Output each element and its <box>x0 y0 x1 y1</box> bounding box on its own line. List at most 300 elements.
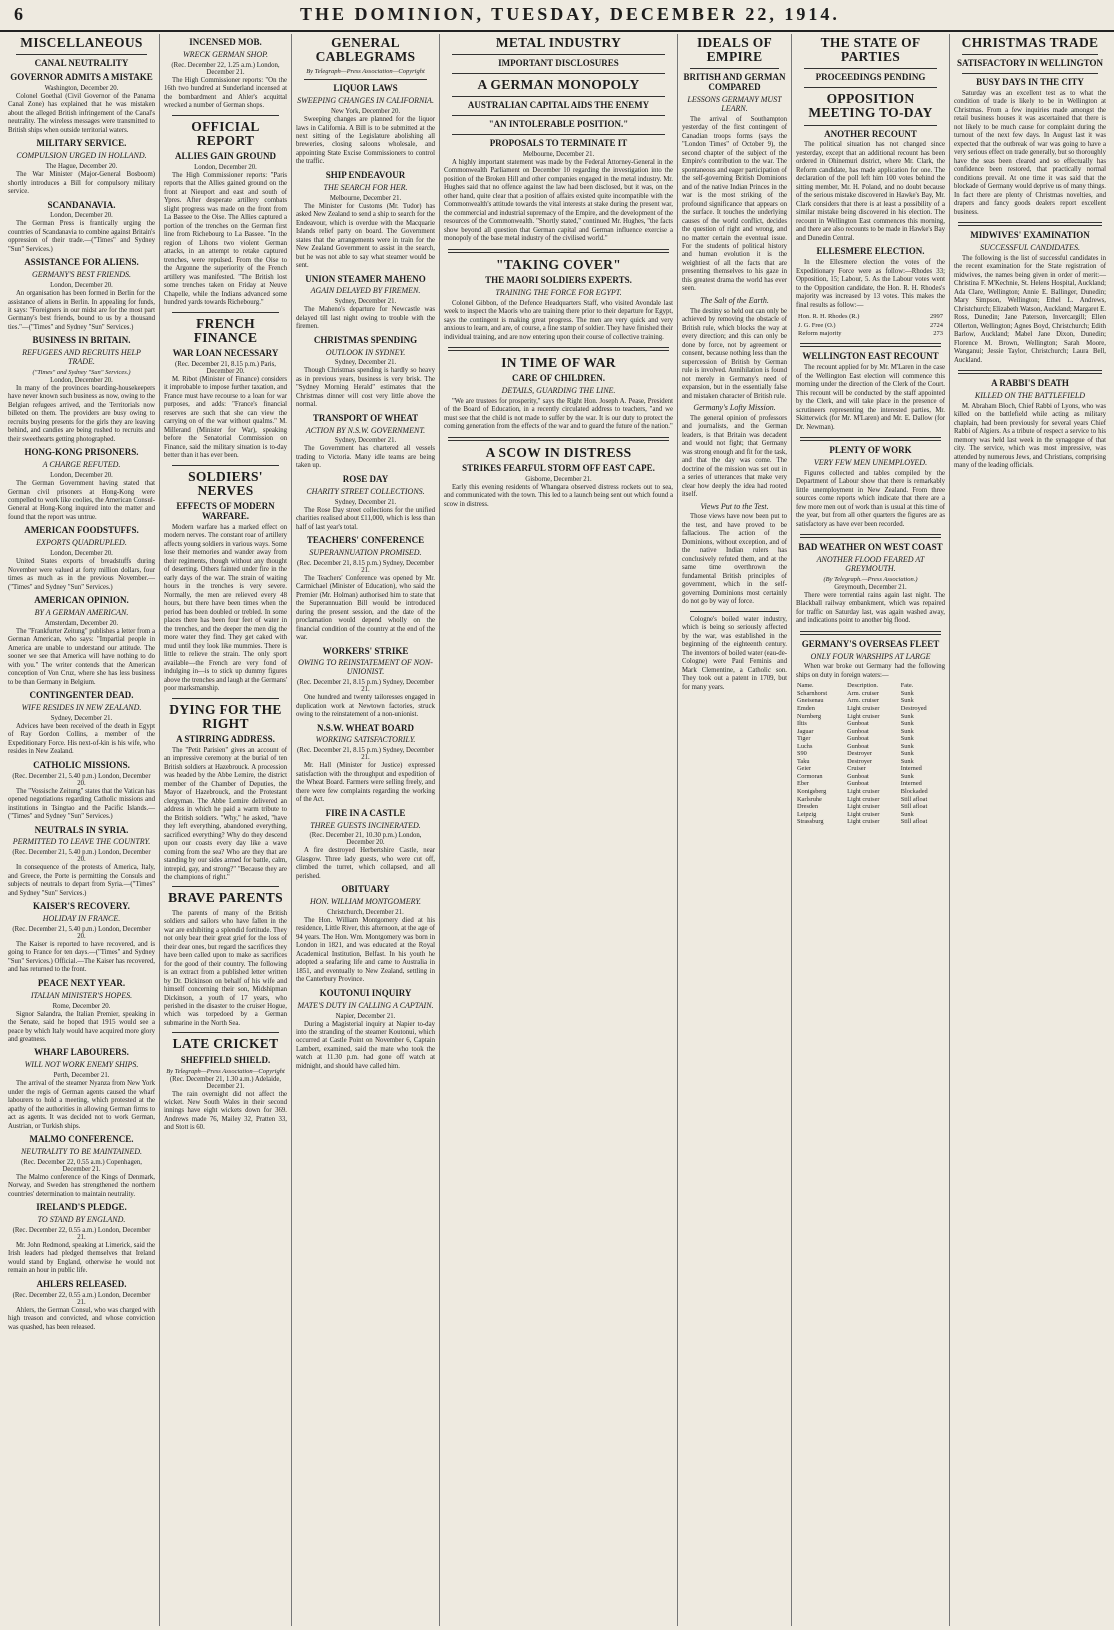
divider <box>172 698 279 699</box>
table-row <box>796 743 945 751</box>
headline: FRENCH FINANCE <box>193 315 258 345</box>
article-text: The general opinion of professors and journalists, and the German leaders, is that Britain was decadent and would not fight; that Germany was strong enough and fit for the task, and that the day was come. The doctrine of the mission was set out in a series of utterances that make very clear how deeply the idea had rooted itself. <box>682 414 787 499</box>
subheadline: THE MAORI SOLDIERS EXPERTS. <box>485 274 632 285</box>
headline: ELLESMERE ELECTION. <box>816 246 925 257</box>
table-row <box>796 330 945 338</box>
column-5 <box>678 34 792 1626</box>
dateline: Sydney, December 21. <box>334 498 397 506</box>
ship-type: Light cruiser <box>847 803 880 811</box>
table-row <box>796 818 945 826</box>
headline: PEACE NEXT YEAR. <box>37 977 126 988</box>
ship-fate: Still afloat <box>900 795 928 803</box>
divider <box>958 222 1102 226</box>
subheadline: WILL NOT WORK ENEMY SHIPS. <box>24 1060 139 1070</box>
article-text: During a Magisterial inquiry at Napier to-day into the stranding of the steamer Koutonui, which occurred at Castle Point on November 6, Captain Lambert, examined, said the mate who took the watch at 11.30 p.m. had gone off watch at midnight, and should have called him. <box>296 1020 435 1070</box>
subheadline: AUSTRALIAN CAPITAL AIDS THE ENEMY <box>467 100 650 111</box>
section-heading: METAL INDUSTRY <box>495 35 622 50</box>
headline: UNION STEAMER MAHENO <box>305 273 426 284</box>
ship-type: Arm. cruiser <box>847 689 879 697</box>
ship-name: S90 <box>797 750 807 758</box>
ship-fate: Sunk <box>900 727 914 735</box>
ship-fate: Interned <box>900 780 922 788</box>
section-heading: IDEALS OF EMPIRE <box>696 35 773 65</box>
subheadline: SHEFFIELD SHIELD. <box>180 1054 271 1065</box>
dateline: London, December 20. <box>50 472 113 480</box>
subheadline: WRECK GERMAN SHOP. <box>183 49 268 59</box>
section-heading: GENERAL CABLEGRAMS <box>315 35 416 65</box>
article-text: United States exports of breadstuffs during November were valued at forty million dollars, four times as much as in the previous November.—("Times" and Sydney "Sun" Services.) <box>8 558 155 591</box>
byline: By Telegraph—Press Association—Copyright <box>306 68 425 76</box>
article-text: The Hon. William Montgomery died at his residence, Little River, this afternoon, at the age of 94 years. The Hon. Wm. Montgomery was born in London in 1821, and was educated at the Royal Academical Institution, Belfast. In his youth he adopted a seafaring life and came to Australia in 1851, and eventually to New Zealand, settling in the Canterbury Province. <box>296 916 435 984</box>
subheadline: SWEEPING CHANGES IN CALIFORNIA. <box>297 96 434 106</box>
subheadline: COMPULSION URGED IN HOLLAND. <box>16 151 147 161</box>
dateline: Greymouth, December 21. <box>834 583 907 591</box>
dateline: The Hague, December 20. <box>45 163 118 171</box>
table-row <box>796 728 945 736</box>
headline: WHARF LABOURERS. <box>34 1047 129 1058</box>
column-3 <box>292 34 440 1626</box>
article-text: Sweeping changes are planned for the liquor laws in California. A Bill is to be submitted at the next sitting of the Legislature abolishing all breweries, closing saloons wholesale, and appointing State Excise Commissioners to control the traffic. <box>296 116 435 166</box>
divider <box>452 73 665 74</box>
headline: GERMANY'S OVERSEAS FLEET <box>801 638 940 649</box>
candidate-name: Hon. R. H. Rhodes (R.) <box>798 313 860 321</box>
divider <box>804 125 937 126</box>
ship-name: Eber <box>797 780 809 788</box>
crosshead: Views Put to the Test. <box>700 501 769 511</box>
headline: SOLDIERS' NERVES <box>188 468 263 498</box>
divider <box>172 1032 279 1033</box>
article-text: "We are trustees for prosperity," says the Right Hon. Joseph A. Pease, President of the Board of Education, in a recently circulated address to teachers, "and we must see that the child is not made to suffer by the war. It is our duty to protect the coming generation from the effects of the war and to guard the future of the nation." <box>444 397 673 431</box>
headline: OPPOSITION MEETING TO-DAY <box>808 91 933 121</box>
ship-type: Gunboat <box>847 727 869 735</box>
subheadline: SUPERANNUATION PROMISED. <box>309 547 422 557</box>
headline: MIDWIVES' EXAMINATION <box>970 230 1090 241</box>
ship-name: Taku <box>797 757 810 765</box>
article-text: The following is the list of successful candidates in the recent examination for the State registration of midwives, the names being given in order of merit:—Christina F. M'Kechnie, St. Helens Hospital, Auckland; Ada Clare, Wellington; Annie E. Ballinger, Dunedin; Mary Simpson, Wellington; Ethel L. Andrews, Christchurch; Elizabeth Watson, Auckland; Margaret E. Ross, Dunedin; Jane Paterson, Invercargill; Ellen Ollerton, Wellington; Agnes Boyd, Christchurch; Edith Barlow, Auckland; Mabel Jane Dixon, Dunedin; Florence M. Brown, Wellington; Sarah Moore, Wanganui; Jessie Taylor, Christchurch; Laura Bell, Auckland. <box>954 254 1106 364</box>
subheadline: THREE GUESTS INCINERATED. <box>310 820 421 830</box>
divider <box>172 115 279 116</box>
columns <box>4 34 1110 1626</box>
headline: "TAKING COVER" <box>495 256 622 272</box>
subheadline: OWING TO REINSTATEMENT OF NON-UNIONIST. <box>298 658 433 677</box>
article-text: The Minister for Customs (Mr. Tudor) has asked New Zealand to send a ship to search for the Endeavour, which is overdue with the Macquarie Islands relief party on board. The Government states that the arrangements were in train for the New Zealand Government to assist in the search, but he was not able to say what steamer would be sent. <box>296 202 435 270</box>
subheadline: PROPOSALS TO TERMINATE IT <box>489 138 628 149</box>
divider <box>452 54 665 55</box>
subheadline: EXPORTS QUADRUPLED. <box>36 538 127 548</box>
article-text: The German Press is frantically urging the countries of Scandanavia to combine against Britain's oppression of their trade.—("Times" and Sydney "Sun" Services.) <box>8 220 155 253</box>
divider <box>304 79 427 80</box>
subheadline: IMPORTANT DISCLOSURES <box>498 58 619 69</box>
subheadline: AGAIN DELAYED BY FIREMEN. <box>310 286 421 296</box>
ship-type: Destroyer <box>847 757 872 765</box>
headline: TRANSPORT OF WHEAT <box>312 412 419 423</box>
table-row <box>796 765 945 773</box>
dateline: Washington, December 20. <box>44 84 119 92</box>
subheadline: STRIKES FEARFUL STORM OFF EAST CAPE. <box>462 463 655 473</box>
dateline: Perth, December 21. <box>53 1072 110 1080</box>
table-row <box>796 720 945 728</box>
dateline: (Rec. December 21, 8.15 p.m.) Sydney, December 21. <box>297 679 434 694</box>
dateline: London, December 20. <box>50 550 113 558</box>
article-text: Colonel Goethal (Civil Governor of the Panama Canal Zone) has explained that he was mistaken about the alleged British infringement of the Canal's neutrality. The wireless messages were transmitted to British ships when outside territorial waters. <box>8 92 155 134</box>
subheadline: HOLIDAY IN FRANCE. <box>42 914 121 924</box>
ship-fate: Still afloat <box>900 818 928 826</box>
dateline: (Rec. December 22, 1.25 a.m.) London, December 21. <box>171 61 280 76</box>
headline: WORKERS' STRIKE <box>322 645 409 656</box>
ship-type: Cruiser <box>847 765 866 773</box>
headline: KAISER'S RECOVERY. <box>33 901 130 912</box>
article-text: The political situation has not changed since yesterday, except that an additional recount has been ordered in Ohinemuri district, where Mr. Clark, the Reform candidate, has made application for one. The declaration of the poll left him 100 votes behind the sitting member, Mr. H. Poland, and no doubt because of the serious mistake discovered in Hawke's Bay, Mr. Clark considers that there is at least a possibility of a similar mistake being discovered in his election. The recount in Wellington East commences this morning, and there are also recounts to be made in Hawke's Bay and Dunedin Central. <box>796 141 945 242</box>
dateline: (Rec. December 21, 5.40 p.m.) London, December 20. <box>12 772 151 787</box>
byline: (By Telegraph.—Press Association.) <box>823 575 918 583</box>
headline: CANAL NEUTRALITY <box>34 58 129 69</box>
divider <box>448 437 669 441</box>
headline: MALMO CONFERENCE. <box>29 1134 134 1145</box>
section-heading: CHRISTMAS TRADE <box>961 35 1099 50</box>
article-text: Ahlers, the German Consul, who was charged with high treason and convicted, and whose conviction was quashed, has been released. <box>8 1306 155 1331</box>
subheadline: TRAINING THE FORCE FOR EGYPT. <box>495 287 622 297</box>
subheadline: WIFE RESIDES IN NEW ZEALAND. <box>21 703 142 713</box>
dateline: Christchurch, December 21. <box>327 908 404 916</box>
table-row <box>796 697 945 705</box>
subheadline: A STIRRING ADDRESS. <box>176 733 275 744</box>
ship-fate: Sunk <box>900 697 914 705</box>
ship-name: Dresden <box>797 803 818 811</box>
headline: WELLINGTON EAST RECOUNT <box>802 351 939 362</box>
dateline: Melbourne, December 21. <box>522 150 595 158</box>
divider <box>448 347 669 351</box>
headline: ASSISTANCE FOR ALIENS. <box>24 257 139 268</box>
article-text: The "Petit Parisien" gives an account of an impressive ceremony at the burial of ten British soldiers at Hazebrouck. A procession was headed by the Abbe Lemire, the district member of the Chamber of Deputies, the Mayor of Hazebrouck, and the Protestant clergyman. The Abbe Lemire delivered an address in which he paid a warm tribute to the British soldiers. "Why," he asked, "have they left everything, abandoned everything, sacrificed everything? Why do they descend upon our coasts every day like a wave coming from the sea? Who are they that are standing by our sides armed for battle, calm, intrepid, gay, and strong?" "Because they are the champions of right." <box>164 746 287 881</box>
vote-count: 2997 <box>930 313 943 321</box>
subheadline: NEUTRALITY TO BE MAINTAINED. <box>20 1146 143 1156</box>
article-text: M. Ribot (Minister of Finance) considers it improbable to impose further taxation, and France must have recourse to a loan for war purposes, and adds: "France's financial reserves are such that she can view the carrying on of the war without qualms." M. Millerand (Minister for War), speaking before the Senatorial Commission on Finance, said the military situation is to-day better than it has ever been. <box>164 375 287 460</box>
headline: CATHOLIC MISSIONS. <box>33 759 130 770</box>
dateline: (Rec. December 22, 0.55 a.m.) London, December 21. <box>12 1226 151 1241</box>
dateline: (Rec. December 21, 8.15 p.m.) Sydney, December 21. <box>297 747 434 762</box>
ship-type: Gunboat <box>847 735 869 743</box>
headline: NEUTRALS IN SYRIA. <box>34 824 129 835</box>
headline: OFFICIAL REPORT <box>191 118 260 148</box>
headline: KOUTONUI INQUIRY <box>319 987 412 998</box>
headline: SCANDANAVIA. <box>47 199 116 210</box>
column-1 <box>4 34 160 1626</box>
election-results-table <box>796 313 945 338</box>
dateline: Sydney, December 21. <box>334 437 397 445</box>
ship-name: Geier <box>797 765 811 773</box>
article-text: The recount applied for by Mr. M'Laren in the case of the Wellington East election will commence this morning under the direction of the Clerk of the Court. This recount will be conducted by the staff appointed by the Clerk, and will take place in the presence of scrutineers representing the interested parties, Mr. Skitterwick (for Mr. M'Laren) and Mr. E. Dallow (for Dr. Newman). <box>796 364 945 431</box>
table-row <box>796 803 945 811</box>
headline: BUSINESS IN BRITAIN. <box>32 335 131 346</box>
dateline: (Rec. December 21, 5.40 p.m.) London, December 20. <box>12 925 151 940</box>
article-text: The Malmo conference of the Kings of Denmark, Norway, and Sweden has strengthened the northern countries' determination to maintain neutrality. <box>8 1173 155 1198</box>
table-row <box>796 796 945 804</box>
dateline: (Rec. December 21, 8.15 p.m.) Paris, December 20. <box>175 360 276 375</box>
headline: AMERICAN FOODSTUFFS. <box>24 525 139 536</box>
article-text: The "Frankfurter Zeitung" publishes a letter from a German American, who says: "Impartial people in America are unable to understand our attitude. The sooner we see that America will have nothing to do with you." The writer contends that the American conception of Von Cruz, where she has less business to be than Germany in Belgium. <box>8 627 155 686</box>
headline: N.S.W. WHEAT BOARD <box>317 722 414 733</box>
page-number: 6 <box>14 4 23 24</box>
ship-fate: Sunk <box>900 757 914 765</box>
table-row <box>796 705 945 713</box>
table-header-row <box>796 682 945 690</box>
ship-fate: Sunk <box>900 735 914 743</box>
headline: IRELAND'S PLEDGE. <box>36 1202 127 1213</box>
divider <box>172 312 279 313</box>
dateline: (Rec. December 21, 1.30 a.m.) Adelaide, December 21. <box>169 1075 282 1090</box>
dateline: Amsterdam, December 20. <box>44 619 119 627</box>
divider <box>958 370 1102 374</box>
article-text: Advices have been received of the death in Egypt of Ray Gordon Collins, a member of the Expeditionary Force. His next-of-kin is his wife, who resides in New Zealand. <box>8 722 155 756</box>
divider <box>172 465 279 466</box>
divider <box>690 611 779 612</box>
ship-name: Gneisenau <box>797 697 824 705</box>
article-text: The arrival of Southampton yesterday of the first contingent of Canadian troops forms (says the "London Times" of October 9), the second chapter of the subject of the Empire's contribution to the war. The spontaneous and eager participation of the self-governing British Dominions and of the native Indian Princes in the war is the most striking of the profound significance that appears on the surface. It touches the underlying causes of the world conflict, decides the question of right and wrong, and no matter certain the eventual issue. For the students of political history and human evolution it is the weightiest of all the facts that are presenting themselves to his gaze in this greatest drama the world has ever seen. <box>682 115 787 293</box>
article-text: The arrival of the steamer Nyanza from New York under the regis of German agents caused the wharf labourers to hold a meeting, which protested at the apathy of the authorities in allowing German firms to act as agents. It was decided not to work German, Austrian, or Turkish ships. <box>8 1080 155 1130</box>
divider <box>800 343 941 347</box>
table-row <box>796 322 945 330</box>
crosshead: Germany's Lofty Mission. <box>693 403 776 413</box>
dateline: Rome, December 20. <box>52 1002 111 1010</box>
dateline: (Rec. December 22, 0.55 a.m.) Copenhagen, December 21. <box>21 1158 142 1173</box>
ship-type: Light cruiser <box>847 810 880 818</box>
ship-fate: Sunk <box>900 712 914 720</box>
masthead <box>0 0 1114 32</box>
headline: AMERICAN OPINION. <box>34 595 129 606</box>
headline: OBITUARY <box>341 884 390 895</box>
dateline: Melbourne, December 21. <box>329 194 402 202</box>
table-header: Description. <box>847 682 879 690</box>
subheadline: BY A GERMAN AMERICAN. <box>34 607 129 617</box>
subheadline: TO STAND BY ENGLAND. <box>37 1215 126 1225</box>
article-text: An organisation has been formed in Berlin for the assistance of aliens in Berlin. In appealing for funds, it says: "Foreigners in our midst are for the most part Germany's best friends, bound to us by a thousand ties."—("Times" and Sydney "Sun" Services.) <box>8 290 155 331</box>
subheadline: ANOTHER RECOUNT <box>824 128 917 139</box>
ship-name: Emden <box>797 704 815 712</box>
vote-count: 2724 <box>930 321 943 329</box>
subheadline: PERMITTED TO LEAVE THE COUNTRY. <box>12 837 151 847</box>
ship-fate: Sunk <box>900 742 914 750</box>
headline: IN TIME OF WAR <box>501 355 616 371</box>
column-7 <box>950 34 1110 1626</box>
table-row <box>796 713 945 721</box>
divider <box>16 54 147 55</box>
divider <box>804 68 937 69</box>
subheadline: CARE OF CHILDREN. <box>512 373 605 384</box>
table-row <box>796 758 945 766</box>
headline: PLENTY OF WORK <box>829 445 912 456</box>
subheadline: GOVERNOR ADMITS A MISTAKE <box>10 72 153 83</box>
headline: FIRE IN A CASTLE <box>325 807 406 818</box>
dateline: New York, December 20. <box>330 108 401 116</box>
subheadline: EFFECTS OF MODERN WARFARE. <box>176 501 275 521</box>
article-text: In many of the provinces boarding-housekeepers have never known such business as now, owing to the Belgian refugees arrived, and the Territorials now billeted on them. The providers are busy owing to recruits buying presents for the girls they are leaving behind, and candies are being rushed to recruits and their sweethearts getting photographed. <box>8 384 155 443</box>
table-header: Name. <box>797 682 814 690</box>
subheadline: BUSY DAYS IN THE CITY <box>976 77 1084 88</box>
article-text: Modern warfare has a marked effect on modern nerves. The constant roar of artillery affects young soldiers in various ways. Some lose their memories and wander away from their regiments, though without any thought of deserting. Others fainted under fire in the early days of the war. The strain of waiting hours in the trenches is very severe. Normally, the men are relieved every 48 hours, but there have been times when the period has been doubled or trebled. In some places there has been four feet of water in the trenches, and the deeper the men dig the more water they find. They get caked with mud until they look like mummies. There is little to relieve the strain. The only sport available—the French are very fond of indulging in—is to stick up dummy figures above the trenches and laugh at the Germans' poor marksmanship. <box>164 523 287 693</box>
subheadline: BRITISH AND GERMAN COMPARED <box>683 72 786 93</box>
headline: A RABBI'S DEATH <box>991 378 1069 389</box>
subheadline: OUTLOOK IN SYDNEY. <box>325 347 406 357</box>
dateline: (Rec. December 22, 0.55 a.m.) London, December 21. <box>12 1291 151 1306</box>
subheadline: WAR LOAN NECESSARY <box>172 347 279 358</box>
dateline: Sydney, December 21. <box>334 298 397 306</box>
article-text: A highly important statement was made by the Federal Attorney-General in the Commonwealth Parliament on December 10 regarding the investigation into the position of the Broken Hill and other companies engaged in the metal industry. Mr. Hughes said that no offence against the law had been disclosed, but it was, on the other hand, quite clear that a position of affairs existed quite incompatible with the Commonwealth's attitude towards the vital interests at stake during the present war, the commercial and industrial supremacy of the Empire, and the development of the resources of the Commonwealth. "Shortly stated," continued Mr. Hughes, "the facts show beyond all question that German capital and German influence exercise a monopoly of the base metal industry of the civilised world." <box>444 158 673 243</box>
subheadline: ANOTHER FLOOD FEARED AT GREYMOUTH. <box>816 555 925 573</box>
dateline: (Rec. December 21, 8.15 p.m.) Sydney, December 21. <box>297 559 434 574</box>
byline: By Telegraph—Press Association—Copyright <box>166 1067 285 1075</box>
fleet-table <box>796 682 945 825</box>
headline: DYING FOR THE RIGHT <box>169 701 282 731</box>
table-row <box>796 735 945 743</box>
subheadline: MATE'S DUTY IN CALLING A CAPTAIN. <box>297 1000 434 1010</box>
ship-type: Destroyer <box>847 750 872 758</box>
ship-type: Light cruiser <box>847 818 880 826</box>
article-text: The Maheno's departure for Newcastle was delayed till last night owing to trouble with the firemen. <box>296 306 435 331</box>
ship-fate: Sunk <box>900 810 914 818</box>
divider <box>452 96 665 97</box>
ship-name: Jaguar <box>797 727 814 735</box>
article-text: The High Commissioner reports: "On the 16th two hundred at Sunderland incensed at the bombardment and Ahler's acquittal wrecked a number of German shops. <box>164 76 287 110</box>
headline: INCENSED MOB. <box>189 37 262 47</box>
ship-type: Gunboat <box>847 780 869 788</box>
subheadline: THE SEARCH FOR HER. <box>323 182 408 192</box>
subheadline: CHARITY STREET COLLECTIONS. <box>306 486 425 496</box>
table-row <box>796 811 945 819</box>
article-text: In consequence of the protests of America, Italy, and Greece, the Porte is permitting the Consuls and subjects of neutrals to depart from Syria.—("Times" and Sydney "Sun" Services.) <box>8 864 155 897</box>
headline: HONG-KONG PRISONERS. <box>24 447 139 458</box>
ship-type: Light cruiser <box>847 704 880 712</box>
ship-type: Light cruiser <box>847 795 880 803</box>
table-row <box>796 690 945 698</box>
subheadline: ALLIES GAIN GROUND <box>174 150 277 161</box>
article-text: When war broke out Germany had the following ships on duty in foreign waters:— <box>796 663 945 679</box>
subheadline: GERMANY'S BEST FRIENDS. <box>31 270 132 280</box>
article-text: The German Government having stated that German civil prisoners at Hong-Kong were compelled to work like coolies, the American Consul-General at Hong-Kong inquired into the matter and found that the report was untrue. <box>8 480 155 521</box>
dateline: London, December 20. <box>194 163 257 171</box>
divider <box>452 115 665 116</box>
headline: BRAVE PARENTS <box>168 890 283 906</box>
headline: A GERMAN MONOPOLY <box>477 77 640 93</box>
article-text: Signor Salandra, the Italian Premier, speaking in the Senate, said he hoped that 1915 would see a peace by which Italy would have acquired more glory and greatness. <box>8 1010 155 1043</box>
subheadline: DETAILS, GUARDING THE LINE. <box>501 386 616 396</box>
divider <box>804 87 937 88</box>
ship-name: Luchs <box>797 742 813 750</box>
divider <box>800 534 941 538</box>
ship-type: Gunboat <box>847 772 869 780</box>
ship-name: Tiger <box>797 735 811 743</box>
subheadline: HON. WILLIAM MONTGOMERY. <box>309 897 422 907</box>
headline: TEACHERS' CONFERENCE <box>306 535 425 546</box>
ship-type: Light cruiser <box>847 712 880 720</box>
divider <box>448 249 669 253</box>
subheadline: REFUGEES AND RECRUITS HELP TRADE. <box>22 348 141 367</box>
table-row <box>796 313 945 321</box>
ship-name: Karlsruhe <box>797 795 822 803</box>
ship-type: Gunboat <box>847 742 869 750</box>
dateline: London, December 20. <box>50 376 113 384</box>
article-text: Those views have now been put to the test, and have proved to be fallacious. The action of the Dominions, without exception, and of the native Indian rulers has conclusively refuted them, and at the same time overthrown the fundamental British principles of government, which in the self-governing Dominions most certainly do not go by way of force. <box>682 513 787 606</box>
ship-name: Scharnhorst <box>797 689 828 697</box>
headline: SHIP ENDEAVOUR <box>325 169 406 180</box>
subheadline: SATISFACTORY IN WELLINGTON <box>956 58 1104 69</box>
ship-type: Light cruiser <box>847 787 880 795</box>
dateline: Napier, December 21. <box>335 1012 396 1020</box>
table-row <box>796 773 945 781</box>
credit-line: ("Times" and Sydney "Sun" Services.) <box>32 368 131 376</box>
section-heading: MISCELLANEOUS <box>20 35 143 50</box>
article-text: Early this evening residents of Whangara observed distress rockets out to sea, and communicated with the town. This led to a launch being sent out which found a scow in distress. <box>444 483 673 508</box>
ship-fate: Blockaded <box>900 787 928 795</box>
subheadline: KILLED ON THE BATTLEFIELD <box>974 391 1086 401</box>
ship-fate: Sunk <box>900 720 914 728</box>
ship-fate: Sunk <box>900 772 914 780</box>
subheadline: VERY FEW MEN UNEMPLOYED. <box>813 458 928 468</box>
table-row <box>796 788 945 796</box>
ship-fate: Interned <box>900 765 922 773</box>
ship-fate: Destroyed <box>900 704 927 712</box>
article-text: Saturday was an excellent test as to what the condition of trade is likely to be in Wellington at Christmas. From a few inquiries made amongst the retail business houses it was ascertained that there is not likely to be much cause for complaint during the turnout of the next few days. In August last it was expected that the outbreak of war was going to have a very serious effect on trade generally, but so thoroughly have the seas been cleared and so effectually has confidence been restored, that practically normal conditions prevail. At one time it was said that the blockade of Germany would deprive us of many things. In fact there are plenty of Christmas novelties, and drapers and fancy goods dealers report excellent business. <box>954 89 1106 216</box>
crosshead: The Salt of the Earth. <box>700 295 769 305</box>
headline: LIQUOR LAWS <box>333 83 398 94</box>
table-row <box>796 750 945 758</box>
article-text: A fire destroyed Herbertshire Castle, near Glasgow. Three lady guests, who were cut off, climbed the turret, which collapsed, and all perished. <box>296 847 435 880</box>
subheadline: "AN INTOLERABLE POSITION." <box>488 119 629 130</box>
subheadline: WORKING SATISFACTORILY. <box>315 735 416 745</box>
divider <box>172 886 279 887</box>
article-text: The rain overnight did not affect the wicket. New South Wales in their second innings have eight wickets down for 369. Andrews made 76, Mailey 32, Pratten 33, and Stott is 60. <box>164 1090 287 1132</box>
subheadline: ACTION BY N.S.W. GOVERNMENT. <box>305 425 426 435</box>
candidate-name: J. G. Free (O.) <box>798 321 836 329</box>
ship-fate: Still afloat <box>900 803 928 811</box>
article-text: Cologne's boiled water industry, which is being so seriously affected by the war, was established in the beginning of the eighteenth century. The inventors of boiled water (eau-de-Cologne) were Paul Feminis and Mark Clementine, a Catholic son. They took out a patent in 1709, but for many years. <box>682 615 787 691</box>
article-text: The Government has chartered all vessels trading to Victoria. Many idle teams are being taken up. <box>296 445 435 470</box>
newspaper-title: THE DOMINION, TUESDAY, DECEMBER 22, 1914. <box>300 4 840 24</box>
article-text: One hundred and twenty tailoresses engaged in duplication work at Newtown factories, struck owing to the reinstatement of a non-unionist. <box>296 694 435 719</box>
subheadline: PROCEEDINGS PENDING <box>815 72 926 83</box>
article-text: The destiny so held out can only be achieved by removing the obstacle of British rule, which blocks the way at every direction; and this can only be done by force, not by agreement or consent, because nothing less than the supercession of British by German rule is involved. Annihilation is found not merely in Germany's need of expansion, but in the essentially false and mistaken character of British rule. <box>682 307 787 400</box>
headline: ROSE DAY <box>342 473 389 484</box>
headline: LATE CRICKET <box>172 1036 279 1052</box>
ship-name: Strassburg <box>797 818 824 826</box>
article-text: Figures collected and tables compiled by the Department of Labour show that there is remarkably little unemployment in New Zealand. From three sources come reports which indicate that there are a few more men out of work than is usual at this time of the year, but from all other quarters the figures are as satisfactory as have ever been recorded. <box>796 469 945 528</box>
column-4 <box>440 34 678 1626</box>
subheadline: A CHARGE REFUTED. <box>42 460 121 470</box>
ship-name: Konigsberg <box>797 787 827 795</box>
article-text: Mr. John Redmond, speaking at Limerick, said the Irish leaders had pledged themselves that Ireland would stand by England, otherwise he would not remain an hour in public life. <box>8 1241 155 1275</box>
headline: CHRISTMAS SPENDING <box>313 334 418 345</box>
dateline: (Rec. December 21, 5.40 p.m.) London, December 20. <box>12 849 151 864</box>
column-2 <box>160 34 292 1626</box>
article-text: The Kaiser is reported to have recovered, and is going to France for ten days.—("Times" and Sydney "Sun" Services.) Official.—The Kaiser has recovered, and has returned to the front. <box>8 940 155 974</box>
article-text: Though Christmas spending is hardly so heavy as in previous years, business is very brisk. The "Sydney Morning Herald" estimates that the Christmas dinner will cost very little above the normal. <box>296 367 435 409</box>
article-text: Colonel Gibbon, of the Defence Headquarters Staff, who visited Avondale last week to inspect the Maoris who are training there prior to their departure for Egypt, says the contingent is making great progress. The men are very quick and very anxious to learn, and are, of course, a fine stamp of soldier. They have finished their individual training, and are now entering upon their course of collective training. <box>444 299 673 341</box>
ship-fate: Sunk <box>900 750 914 758</box>
divider <box>452 134 665 135</box>
dateline: (Rec. December 21, 10.30 p.m.) London, December 20. <box>309 832 422 847</box>
article-text: There were torrential rains again last night. The Blackball railway embankment, which was repaired for traffic on Saturday last, was again washed away, and indications point to another big flood. <box>796 591 945 625</box>
headline: MILITARY SERVICE. <box>36 138 127 149</box>
ship-name: Iltis <box>797 720 807 728</box>
divider <box>962 54 1098 55</box>
ship-type: Gunboat <box>847 720 869 728</box>
article-text: The "Vossische Zeitung" states that the Vatican has opened negotiations regarding Catholic missions and institutions in Tsingtao and the Pacific Islands.—("Times" and Sydney "Sun" Services.) <box>8 787 155 821</box>
ship-fate: Sunk <box>900 689 914 697</box>
subheadline: ITALIAN MINISTER'S HOPES. <box>30 990 133 1000</box>
dateline: Gisborne, December 21. <box>525 475 592 483</box>
ship-name: Leipzig <box>797 810 817 818</box>
table-row <box>796 780 945 788</box>
dateline: London, December 20. <box>50 282 113 290</box>
